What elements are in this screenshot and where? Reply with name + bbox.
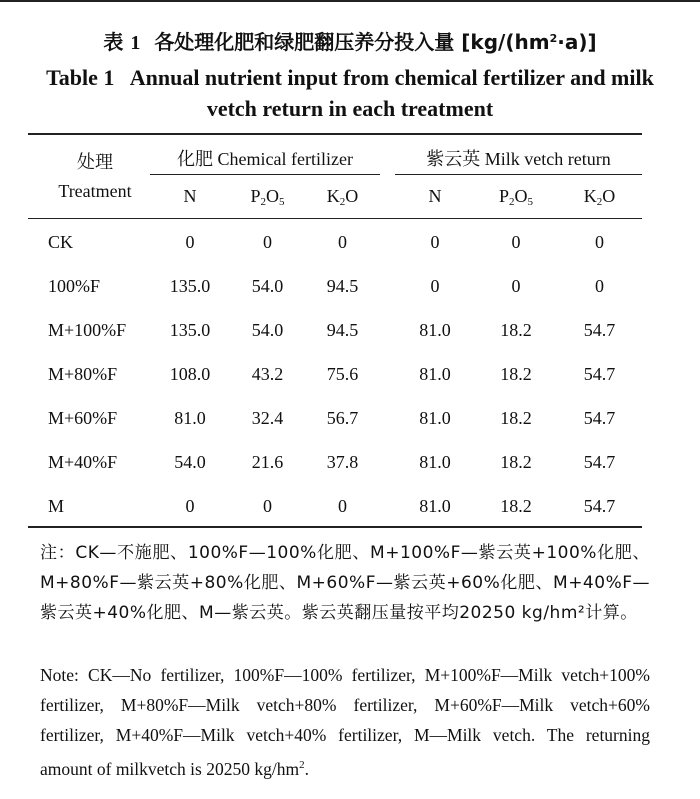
row-treatment: 100%F [48,276,101,296]
cell-cf-k: 0 [338,232,347,252]
cell-mv-k: 54.7 [583,496,616,516]
cell-mv-n: 0 [430,276,440,296]
row-treatment: M [48,496,65,516]
caption-cn-prefix: 表 [103,30,124,54]
cell-cf-n: 81.0 [174,408,206,428]
cell-mv-k: 54.7 [583,452,616,472]
header-group-milkvetch [395,145,642,171]
table-bottom-rule [28,526,642,528]
cell-cf-p: 54.0 [251,320,284,340]
caption-cn-text: 各处理化肥和绿肥翻压养分投入量 [kg/(hm [154,30,550,54]
cell-cf-p: 54.0 [251,276,284,296]
header-mv-k2o: $K_2O$ [583,186,616,208]
caption-english [40,62,660,124]
note-english [40,660,650,784]
cell-mv-p: 18.2 [500,496,532,516]
cell-mv-n: 0 [430,232,440,252]
row-treatment: M+80%F [48,364,118,384]
caption-en-label: Table 1 [46,65,115,90]
cell-cf-n: 108.0 [169,364,211,384]
row-treatment: M+60%F [48,408,118,428]
cell-mv-p: 0 [511,232,521,252]
group-rule-chemical [150,174,380,175]
cell-cf-n: 54.0 [174,452,206,472]
cell-cf-k: 75.6 [326,364,359,384]
caption-cn-sup: 2 [549,32,558,45]
cell-cf-k: 94.5 [326,276,359,296]
header-cf-n: N [183,186,197,206]
header-mv-p2o5: $P_2O_5$ [498,186,533,208]
cell-mv-n: 81.0 [419,496,451,516]
cell-mv-n: 81.0 [419,364,451,384]
table-top-rule [28,133,642,135]
header-cf-k2o: $K_2O$ [326,186,359,208]
header-group-chemical [150,145,380,171]
caption-en-text: Annual nutrient input from chemical fertilizer and milk vetch return in each treatment [129,65,654,121]
cell-mv-p: 18.2 [500,452,532,472]
cell-mv-k: 54.7 [583,364,616,384]
note-chinese: 注：CK—不施肥、100%F—100%化肥、M+100%F—紫云英+100%化肥、M+80%F—紫云英+80%化肥、M+60%F—紫云英+60%化肥、M+40%F—紫云英+40%化肥、M—紫云英。紫云英翻压量按平均20250 kg/hm²计算。 [40,543,650,623]
cell-mv-p: 18.2 [500,408,532,428]
cell-mv-p: 0 [511,276,521,296]
header-treatment-en: Treatment [58,181,132,201]
cell-mv-n: 81.0 [419,408,451,428]
cell-cf-p: 21.6 [251,452,284,472]
header-bottom-rule [28,218,642,219]
cell-mv-k: 54.7 [583,320,616,340]
cell-cf-p: 32.4 [251,408,284,428]
note-en-main: Note: CK—No fertilizer, 100%F—100% fertilizer, M+100%F—Milk vetch+100% fertilizer, M+80%F—Milk vetch+80% fertilizer, M+60%F—Milk vetch+60% fertilizer, M+40%F—Milk vetch+40% fertilizer, M—Milk vetch. The returning amount of milkvetch is 20250 kg/hm [40,665,650,779]
cell-cf-k: 37.8 [326,452,359,472]
cell-cf-n: 0 [185,232,195,252]
group-milk-en: Milk vetch return [484,149,611,169]
cell-mv-p: 18.2 [500,364,532,384]
header-treatment-cn: 处理 [77,152,113,173]
header-mv-n: N [428,186,442,206]
cell-mv-n: 81.0 [419,320,451,340]
row-treatment: M+100%F [48,320,127,340]
cell-cf-p: 0 [263,496,272,516]
group-rule-milkvetch [395,174,642,175]
caption-cn-number: 1 [130,32,141,54]
cell-mv-n: 81.0 [419,452,451,472]
cell-cf-n: 135.0 [169,320,211,340]
group-chem-en: Chemical fertilizer [217,149,353,169]
note-en-end: . [304,759,309,779]
cell-cf-k: 0 [338,496,347,516]
cell-mv-p: 18.2 [500,320,532,340]
caption-chinese [0,26,700,55]
cell-cf-n: 135.0 [169,276,211,296]
group-milk-cn: 紫云英 [426,149,481,170]
cell-cf-k: 94.5 [326,320,359,340]
top-border [0,0,700,2]
cell-cf-k: 56.7 [326,408,359,428]
cell-mv-k: 0 [595,232,604,252]
cell-mv-k: 54.7 [583,408,616,428]
cell-cf-p: 0 [263,232,272,252]
group-chem-cn: 化肥 [177,149,214,170]
row-treatment: CK [48,232,74,252]
header-cf-p2o5: $P_2O_5$ [250,186,285,208]
cell-mv-k: 0 [595,276,604,296]
cell-cf-p: 43.2 [251,364,284,384]
cell-cf-n: 0 [185,496,195,516]
row-treatment: M+40%F [48,452,118,472]
caption-cn-tail: ·a)] [557,30,597,54]
note-en-sup: 2 [299,759,305,771]
